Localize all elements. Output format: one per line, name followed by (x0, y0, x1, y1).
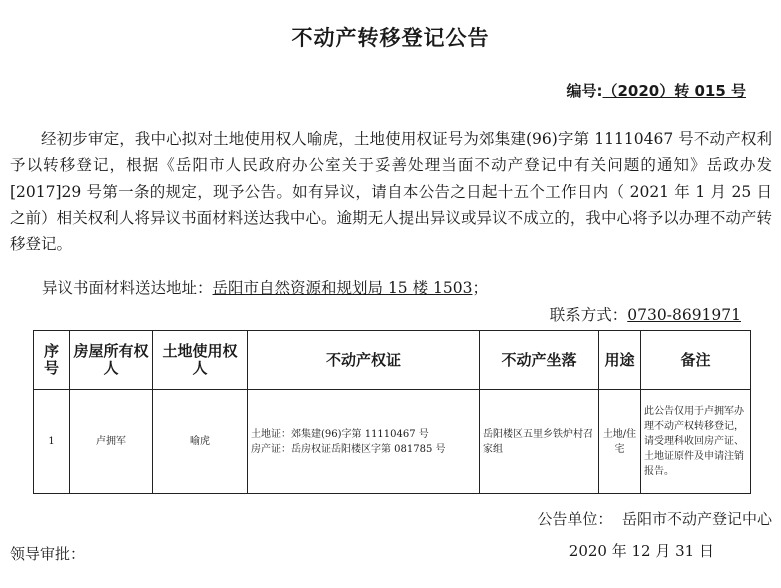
announcement-body: 经初步审定，我中心拟对土地使用权人喻虎，土地使用权证号为郊集建(96)字第 11110467 号不动产权利予以转移登记，根据《岳阳市人民政府办公室关于妥善处理当面不动产登记中有关问题的通知》岳政办发[2017]29 号第一条的规定，现予公告。如有异议，请自本公告之日起十五个工作日内（ 2021 年 1 月 25 日之前）相关权利人将异议书面材料送达我中心。逾期无人提出异议或异议不成立的，我中心将予以办理不动产转移登记。 (10, 130, 772, 254)
objection-address (42, 276, 488, 298)
table-row (34, 390, 751, 494)
issuer-value: 岳阳市不动产登记中心 (621, 510, 772, 528)
announcement-date: 2020 年 12 月 31 日 (568, 542, 714, 560)
cell-usage: 土地/住宅 (599, 390, 641, 494)
contact-info (550, 303, 741, 325)
doc-number-label: 编号: (566, 82, 603, 100)
address-value: 岳阳市自然资源和规划局 15 楼 1503 (212, 279, 473, 297)
header-location: 不动产坐落 (480, 331, 599, 390)
header-house-owner: 房屋所有权人 (70, 331, 153, 390)
cell-land-user: 喻虎 (153, 390, 248, 494)
doc-number (566, 80, 746, 101)
leader-review: 领导审批： (10, 545, 86, 563)
cell-seq: 1 (34, 390, 70, 494)
header-certificate: 不动产权证 (248, 331, 480, 390)
land-certificate: 土地证：郊集建(96)字第 11110467 号 (251, 428, 429, 440)
header-note: 备注 (641, 331, 751, 390)
contact-label: 联系方式： (549, 306, 628, 324)
issuer-label: 公告单位： (537, 510, 613, 528)
house-certificate: 房产证：岳房权证岳阳楼区字第 081785 号 (251, 443, 446, 455)
header-seq: 序号 (34, 331, 70, 390)
cell-house-owner: 卢拥军 (70, 390, 153, 494)
address-label: 异议书面材料送达地址： (42, 279, 213, 297)
page-title: 不动产转移登记公告 (291, 26, 490, 50)
header-usage: 用途 (599, 331, 641, 390)
issuer (537, 508, 772, 529)
table-header-row (34, 331, 751, 390)
cell-certificates (248, 390, 480, 494)
cell-location: 岳阳楼区五里乡铁炉村召家组 (480, 390, 599, 494)
registration-table (33, 330, 751, 494)
address-suffix: ； (472, 279, 488, 297)
doc-number-value: （2020）转 015 号 (602, 82, 746, 100)
cell-note: 此公告仅用于卢拥军办理不动产权转移登记，请受理科收回房产证、土地证原件及申请注销报告。 (641, 390, 751, 494)
contact-phone: 0730-8691971 (627, 306, 741, 324)
header-land-user: 土地使用权人 (153, 331, 248, 390)
